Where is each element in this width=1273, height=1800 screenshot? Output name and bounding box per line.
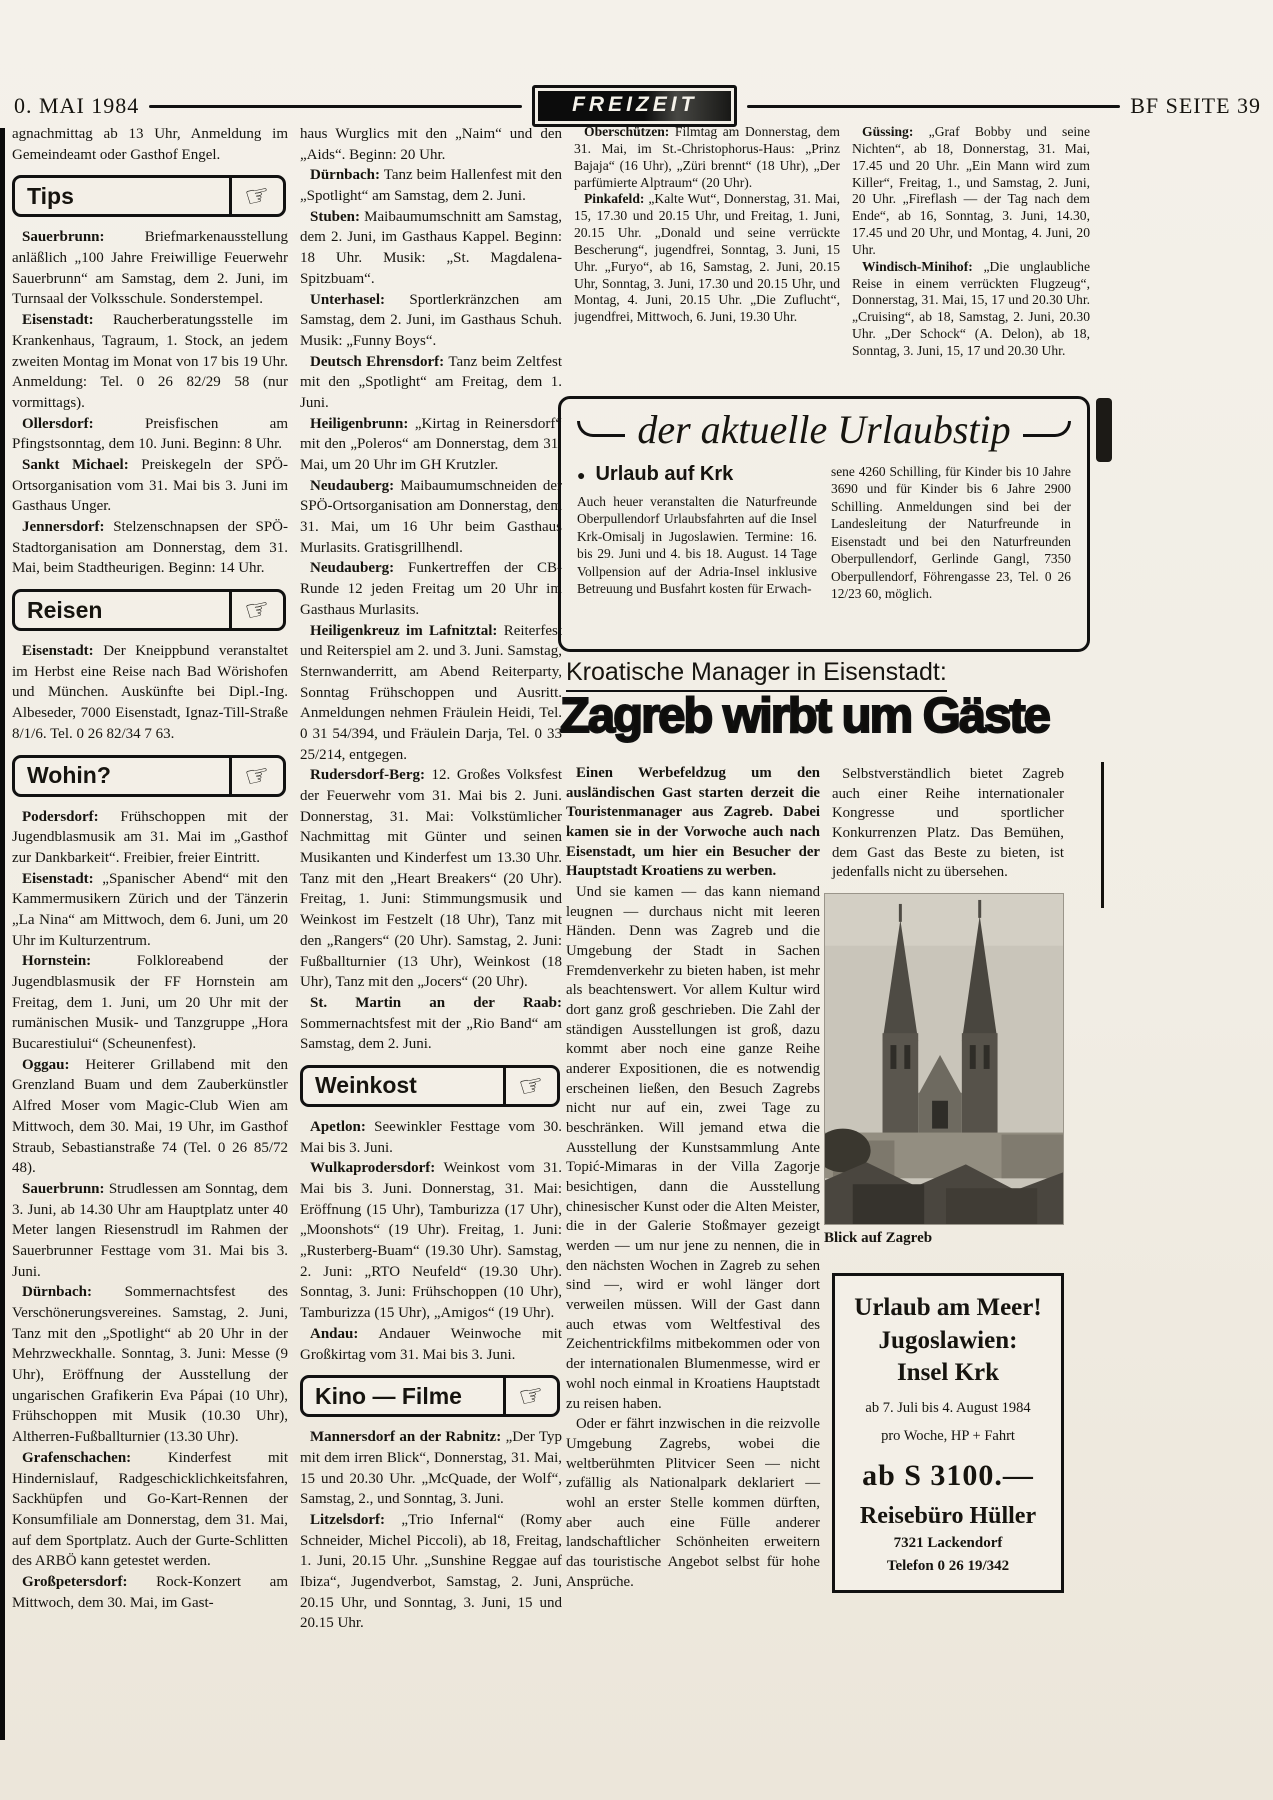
header-rule-left bbox=[149, 105, 522, 108]
article-paragraph: Und sie kamen — das kann niemand leugnen — durchaus nicht mit leeren Händen. Denn was Zagreb und die Umgebung der Stadt in Sachen Fremdenverkehr zu bieten haben, ist mehr als beachtenswert. Vor allem Kultur wird dort ganz groß geschrieben. Die Zahl der ständigen Ausstellungen ist groß, dazu kommt aber noch eine ganze Reihe anderer Expositionen, die es notwendig erscheinen ließen, den Besuch Zagrebs nicht nur auf ein, zwei Tage zu beschränken. Will jemand etwa die Ausstellung der Kunstsammlung Ante Topić-Mimaras in der Villa Zagorje besichtigen, dann die Ausstellung chinesischer Kunst oder die Alten Meister, die in der Galerie Stoßmayer gezeigt werden — um nur jene zu nennen, die in den nächsten Wochen in Zagreb zu sehen sind —, wird er wohl länger dort verweilen müssen. Will der Gast dann auch etwas vom Weltfestival des Zeichentrickfilms mitbekommen oder von der internationalen Blumenmesse, wird er wohl noch einmal in Kroatiens Hauptstadt zu reisen haben. bbox=[566, 884, 820, 1412]
scan-artifact-right-line bbox=[1101, 762, 1104, 908]
urlaubstip-title: der aktuelle Urlaubstip bbox=[637, 406, 1011, 452]
listing-lead: Sauerbrunn: bbox=[22, 1180, 105, 1197]
listing-text: „Kalte Wut“, Donnerstag, 31. Mai, 15, 17.30 und 20.15 Uhr, und Freitag, 1. Juni, 20.15 Uhr. „Donald und seine verrückte Bescherung“, jugendfrei, Sonntag, 3. Juni, 15 Uhr. „Furyo“, ab 16, Samstag, 2. Juni, 20.15 Uhr, Sonntag, 3. Juni, 17.30 und 20.15 Uhr, und Montag, 4. Juni, 20.15 Uhr. „Die Zuflucht“, jugendfrei, Mittwoch, 6. Juni, 19.30 Uhr. bbox=[574, 191, 840, 325]
listing-continuation: agnachmittag ab 13 Uhr, Anmeldung im Gemeindeamt oder Gasthof Engel. bbox=[12, 126, 288, 163]
page-header bbox=[14, 84, 1261, 128]
listing-lead: Sankt Michael: bbox=[22, 456, 129, 473]
ad-detail: pro Woche, HP + Fahrt bbox=[881, 1428, 1015, 1445]
header-rule-right bbox=[747, 105, 1120, 108]
listing-text: „Graf Bobby und seine Nichten“, ab 18, Donnerstag, 31. Mai, 17.45 und 20 Uhr. „Ein Mann wird zum Killer“, Freitag, 1., und Samstag, 2. Juni, 20 Uhr. „Fireflash — der Tag nach dem Ende“, ab 16, Sonntag, 3. Juni, 14.30, 17.45 und 20 Uhr, und Montag, 4. Juni, 20 Uhr. bbox=[852, 124, 1090, 257]
listing-text: Raucherberatungsstelle im Krankenhaus, Tagraum, 1. Stock, an jedem zweiten Montag im Monat von 17 bis 19 Uhr. Anmeldung: Tel. 0 26 82/29 58 (nur vormittags). bbox=[12, 312, 288, 411]
listing-lead: Deutsch Ehrensdorf: bbox=[310, 353, 445, 370]
listing-text: Maibaumumschnitt am Samstag, dem 2. Juni, im Gasthaus Kappel. Beginn: 18 Uhr. Musik: „St. Magdalena-Spitzbuam“. bbox=[300, 208, 563, 287]
listing-item bbox=[12, 641, 288, 744]
listing-continuation: haus Wurglics mit den „Naim“ und den „Aids“. Beginn: 20 Uhr. bbox=[300, 126, 562, 163]
listing-text: „Kirtag in Reinersdorf“ mit den „Poleros“ am Donnerstag, dem 31. Mai, um 20 Uhr im GH Krutzler. bbox=[300, 415, 562, 473]
listing-item bbox=[12, 310, 288, 413]
listing-item bbox=[12, 1572, 288, 1613]
listing-lead: Sauerbrunn: bbox=[22, 229, 105, 246]
listing-lead: Windisch-Minihof: bbox=[862, 258, 973, 274]
listing-text: Tanz beim Hallenfest mit den „Spotlight“ am Samstag, dem 2. Juni. bbox=[300, 167, 562, 205]
listing-item bbox=[12, 414, 288, 455]
listing-item bbox=[300, 165, 562, 206]
scan-artifact-left-edge bbox=[0, 128, 5, 1740]
listing-lead: Eisenstadt: bbox=[22, 643, 94, 660]
urlaubstip-subhead bbox=[577, 463, 817, 486]
article-paragraph: Oder er fährt inzwischen in die reizvolle Umgebung Zagrebs, wobei die weltberühmten Plitvicer Seen — nicht zufällig als Nationalpark deklariert — wohl an erster Stelle kommen dürften, aber auch eine Fülle anderer landschaftlicher Schönheiten erweitern das touristische Angebot selbst für hohe Ansprüche. bbox=[566, 1416, 820, 1590]
listing-lead: Rudersdorf-Berg: bbox=[310, 767, 425, 784]
listing-text: Funkertreffen der CB-Runde 12 jeden Freitag um 20 Uhr im Gasthaus Murlasits. bbox=[300, 560, 562, 618]
listing-text: Weinkost vom 31. Mai bis 3. Juni. Donnerstag, 31. Mai: Eröffnung (15 Uhr), Tamburizza (17 Uhr), „Moonshots“ (19 Uhr). Freitag, 1. Juni: „Rusterberg-Buam“ (19.30 Uhr). Samstag, 2. Juni: „RTO Neufeld“ (19.30 Uhr). Sonntag, 3. Juni: Frühschoppen (10 Uhr), Tamburizza (15 Uhr), „Amigos“ (19 Uhr). bbox=[300, 1160, 562, 1322]
listing-text: „Die unglaubliche Reise in einem verrückten Flugzeug“, Donnerstag, 31. Mai, 15, 17 und 20.30 Uhr. „Cruising“, ab 18, Samstag, 2. Juni, 20.30 Uhr. „Der Schock“ (A. Delon), ab 18, Sonntag, 3. Juni, 15, 17 und 20.30 Uhr. bbox=[852, 258, 1090, 358]
ad-address: 7321 Lackendorf bbox=[893, 1534, 1003, 1551]
article-kicker: Kroatische Manager in Eisenstadt: bbox=[566, 658, 947, 692]
listing-item bbox=[300, 765, 562, 993]
listing-lead: Neudauberg: bbox=[310, 560, 395, 577]
urlaubstip-box bbox=[558, 396, 1090, 652]
ad-headline: Insel Krk bbox=[896, 1359, 1000, 1387]
pointing-hand-icon: ☞ bbox=[229, 178, 283, 214]
listing-lead: Großpetersdorf: bbox=[22, 1573, 128, 1590]
zagreb-photo bbox=[824, 893, 1064, 1225]
listing-item bbox=[300, 1158, 562, 1324]
listing-lead: Podersdorf: bbox=[22, 808, 99, 825]
ad-headline: Urlaub am Meer! bbox=[854, 1294, 1042, 1322]
listing-lead: Mannersdorf an der Rabnitz: bbox=[310, 1429, 502, 1446]
listing-text: Stelzenschnapsen der SPÖ-Stadtorganisation am Donnerstag, dem 31. Mai, beim Stadtheurigen. Beginn: 14 Uhr. bbox=[12, 519, 289, 577]
listing-text: Sommernachtsfest mit der „Rio Band“ am Samstag, dem 2. Juni. bbox=[300, 1015, 562, 1053]
pointing-hand-icon: ☞ bbox=[229, 592, 283, 628]
column-2 bbox=[300, 124, 562, 1634]
column-3 bbox=[574, 124, 840, 392]
listing-item bbox=[300, 558, 562, 620]
listing-item bbox=[12, 227, 288, 310]
listing-text: Folkloreabend der Jugendblasmusik der FF Hornstein am Freitag, dem 1. Juni, um 20 Uhr mit der rumänischen Musik- und Tanzgruppe „Hora Bucarestiului“ (Scheunenfest). bbox=[12, 953, 288, 1053]
travel-ad-box bbox=[832, 1273, 1064, 1593]
column-4 bbox=[852, 124, 1090, 392]
listing-item bbox=[300, 993, 562, 1055]
urlaubstip-subhead-text: Urlaub auf Krk bbox=[595, 463, 734, 485]
listing-item bbox=[12, 1448, 288, 1572]
listing-text: Seewinkler Festtage vom 30. Mai bis 3. Juni. bbox=[300, 1118, 563, 1156]
listing-item bbox=[12, 807, 288, 869]
listing-item bbox=[300, 1510, 562, 1634]
listing-text: Andauer Weinwoche mit Großkirtag vom 31. Mai bis 3. Juni. bbox=[300, 1325, 562, 1363]
article-left-column bbox=[566, 764, 820, 1592]
listing-lead: Pinkafeld: bbox=[584, 191, 645, 207]
listing-item bbox=[300, 476, 562, 559]
listing-item bbox=[300, 207, 562, 290]
listing-text: 12. Großes Volksfest der Feuerwehr vom 31. Mai bis 2. Juni. Donnerstag, 31. Mai: Volkstümlicher Nachmittag mit Günter und seinen Musikanten und Kinderfest um 13.30 Uhr. Tanz mit den „Heart Breakers“ (20 Uhr). Freitag, 1. Juni: Stimmungsmusik und Weinkost im Festzelt (18 Uhr), Tanz mit den „Rangers“ (20 Uhr). Samstag, 2. Juni: Fußballturnier (13 Uhr), Weinkost (18 Uhr), Tanz mit den „Jocers“ (20 Uhr). bbox=[300, 767, 562, 991]
urlaubstip-columns bbox=[577, 463, 1071, 602]
listing-item bbox=[852, 259, 1090, 360]
listing-lead: St. Martin an der Raab: bbox=[310, 994, 562, 1011]
listing-text: „Der Typ mit dem irren Blick“, Donnerstag, 31. Mai, 15 und 20.30 Uhr. „McQuade, der Wolf“, Samstag, 2., und Sonntag, 3. Juni. bbox=[300, 1429, 562, 1508]
urlaubstip-title-row bbox=[577, 403, 1071, 455]
listing-item bbox=[300, 1117, 562, 1158]
listing-lead: Heiligenkreuz im Lafnitztal: bbox=[310, 622, 498, 639]
photo-caption: Blick auf Zagreb bbox=[824, 1230, 933, 1247]
listing-lead: Eisenstadt: bbox=[22, 312, 94, 329]
listing-lead: Heiligenbrunn: bbox=[310, 415, 409, 432]
listing-lead: Hornstein: bbox=[22, 953, 92, 970]
listing-lead: Litzelsdorf: bbox=[310, 1511, 385, 1528]
listing-lead: Dürnbach: bbox=[310, 167, 381, 184]
listing-lead: Ollersdorf: bbox=[22, 415, 94, 432]
listing-text: Der Kneippbund veranstaltet im Herbst eine Reise nach Bad Wörishofen und München. Auskünfte bei Dipl.-Ing. Albeseder, 7000 Eisenstadt, Ignaz-Till-Straße 8/1/6. Tel. 0 26 82/34 7 63. bbox=[12, 643, 289, 742]
listing-item bbox=[12, 1055, 288, 1179]
listing-text: Preiskegeln der SPÖ-Ortsorganisation vom 31. Mai bis 3. Juni im Gasthaus Unger. bbox=[12, 456, 288, 515]
listing-lead: Dürnbach: bbox=[22, 1284, 93, 1301]
listing-text: Sportlerkränzchen am Samstag, dem 2. Juni, im Gasthaus Schuh. Musik: „Funny Boys“. bbox=[300, 291, 562, 349]
listing-item bbox=[574, 124, 840, 191]
listing-lead: Unterhasel: bbox=[310, 291, 385, 308]
urlaubstip-left-column bbox=[577, 463, 817, 602]
listing-text: Sommernachtsfest des Verschönerungsvereines. Samstag, 2. Juni, Tanz mit den „Spotlight“ ab 20 Uhr in der Mehrzweckhalle. Sonntag, 3. Juni: Messe (9 Uhr), Eröffnung der Ausstellung der ungarischen Grafikerin Eva Pápai (10 Uhr), Frühschoppen mit Musik (10.30 Uhr), Altherren-Fußballturnier (13.30 Uhr). bbox=[12, 1284, 288, 1446]
listing-text: „Trio Infernal“ (Romy Schneider, Michel Piccoli), ab 18, Freitag, 1. Juni, 20.15 Uhr. „Sunshine Reggae auf Ibiza“, Jugendverbot, Samstag, 2. Juni, 20.15 Uhr, und Sonntag, 3. Juni, 15 und 20.15 Uhr. bbox=[300, 1511, 562, 1632]
section-header-weinkost bbox=[300, 1065, 560, 1107]
pointing-hand-icon: ☞ bbox=[503, 1068, 557, 1104]
pointing-hand-icon: ☞ bbox=[503, 1378, 557, 1414]
ad-phone: Telefon 0 26 19/342 bbox=[886, 1557, 1010, 1574]
urlaubstip-text-left: Auch heuer veranstalten die Naturfreunde Oberpullendorf Urlaubsfahrten auf die Insel Krk-Omisalj in Jugoslawien. Termine: 16. bis 29. Juni und 4. bis 18. August. 14 Tage Vollpension auf der Adria-Insel inklusive Betreuung und Busfahrt kosten für Erwach- bbox=[577, 494, 817, 597]
listing-text: Kinderfest mit Hindernislauf, Radgeschicklichkeitsfahren, Sackhüpfen und Go-Kart-Rennen der Konsumfiliale am Donnerstag, dem 31. Mai, auf dem Sportplatz. Auch der Gurte-Schlitten des ARBÖ kann getestet werden. bbox=[12, 1449, 288, 1570]
swash-left bbox=[577, 421, 625, 437]
listing-item bbox=[12, 517, 288, 579]
section-header-wohin bbox=[12, 755, 286, 797]
section-header-reisen bbox=[12, 589, 286, 631]
section-title-wohin: Wohin? bbox=[27, 762, 111, 788]
listing-lead: Andau: bbox=[310, 1325, 359, 1342]
listing-lead: Jennersdorf: bbox=[22, 519, 105, 535]
urlaubstip-text-right: sene 4260 Schilling, für Kinder bis 10 Jahre 3690 und für Kinder bis 6 Jahre 2900 Schilling. Anmeldungen sind bei der Landesleitung der Naturfreunde in Eisenstadt und bei den Naturfreunden Oberpullendorf, Gerlinde Gangl, 7350 Oberpullendorf, Föhrengasse 23, Tel. 0 26 12/23 60, möglich. bbox=[831, 464, 1071, 601]
listing-text: Tanz beim Zeltfest mit den „Spotlight“ am Freitag, dem 1. Juni. bbox=[300, 353, 562, 411]
column-1 bbox=[12, 124, 288, 1613]
ad-agency-name: Reisebüro Hüller bbox=[859, 1502, 1037, 1529]
listing-item bbox=[300, 1324, 562, 1365]
section-title-tips: Tips bbox=[27, 182, 74, 209]
listing-lead: Wulkaprodersdorf: bbox=[310, 1160, 436, 1177]
article-right-column bbox=[824, 764, 1064, 1593]
listing-text: Briefmarkenausstellung anläßlich „100 Jahre Freiwillige Feuerwehr Sauerbrunn“ am Samstag, dem 2. Juni, im Turnsaal der Volksschule. Sonderstempel. bbox=[12, 229, 288, 308]
listing-item bbox=[12, 951, 288, 1054]
section-title-weinkost: Weinkost bbox=[315, 1072, 417, 1099]
section-header-tips bbox=[12, 175, 286, 217]
listing-text: Strudlessen am Sonntag, dem 3. Juni, ab 14.30 Uhr am Hauptplatz unter 40 Meter langen Riesenstrudl im Rahmen der Sauerbrunner Festtage vom 31. Mai bis 3. Juni. bbox=[12, 1180, 288, 1280]
section-title-reisen: Reisen bbox=[27, 596, 103, 623]
ad-price: ab S 3100.— bbox=[862, 1458, 1034, 1492]
section-banner-label: FREIZEIT bbox=[538, 91, 731, 121]
section-header-kino bbox=[300, 1375, 560, 1417]
listing-item bbox=[12, 1179, 288, 1282]
listing-lead: Neudauberg: bbox=[310, 477, 395, 494]
page-number: BF SEITE 39 bbox=[1130, 93, 1262, 118]
listing-lead: Stuben: bbox=[310, 208, 361, 225]
listing-lead: Apetlon: bbox=[310, 1118, 366, 1135]
listing-text: „Spanischer Abend“ mit den Kammermusikern Zürich und der Tänzerin „La Nina“ am Mittwoch, dem 6. Juni, um 20 Uhr im Kulturzentrum. bbox=[12, 870, 288, 949]
listing-item bbox=[12, 869, 288, 952]
section-title-kino: Kino — Filme bbox=[315, 1382, 462, 1409]
ad-detail: ab 7. Juli bis 4. August 1984 bbox=[865, 1399, 1031, 1416]
issue-date: 0. MAI 1984 bbox=[14, 93, 140, 118]
listing-text: Rock-Konzert am Mittwoch, dem 30. Mai, im Gast- bbox=[12, 1573, 288, 1611]
listing-item bbox=[852, 124, 1090, 259]
listing-text: Filmtag am Donnerstag, dem 31. Mai, im St.-Christophorus-Haus: „Prinz Bajaja“ (16 Uhr), „Züri brennt“ (18 Uhr), „Der parfümierte Alptraum“ (20 Uhr). bbox=[574, 124, 840, 190]
article-paragraph: Selbstverständlich bietet Zagreb auch einer Reihe internationaler Kongresse und sportlicher Konkurrenzen Platz. Das Bemühen, dem Gast das Beste zu bieten, ist jedenfalls nicht zu übersehen. bbox=[832, 766, 1064, 881]
pointing-hand-icon: ☞ bbox=[229, 758, 283, 794]
listing-lead: Oggau: bbox=[22, 1056, 70, 1073]
listing-text: Reiterfest und Reiterspiel am 2. und 3. Juni. Samstag, Sternwanderritt, am Abend Reiterparty, Sonntag Frühschoppen und Ausritt. Anmeldungen nehmen Fräulein Heidi, Tel. 0 31 54/394, und Fräulein Darja, Tel. 0 33 25/214, entgegen. bbox=[300, 622, 562, 763]
article-headline: Zagreb wirbt um Gäste bbox=[560, 689, 1049, 743]
listing-item bbox=[300, 352, 562, 414]
listing-item bbox=[300, 621, 562, 766]
listing-item bbox=[300, 290, 562, 352]
listing-lead: Güssing: bbox=[862, 124, 914, 139]
listing-lead: Eisenstadt: bbox=[22, 870, 94, 887]
urlaubstip-right-column bbox=[831, 463, 1071, 602]
section-banner bbox=[532, 85, 737, 127]
listing-item bbox=[12, 1282, 288, 1448]
listing-text: Frühschoppen mit der Jugendblasmusik am 31. Mai im „Gasthof zur Dankbarkeit“. Freibier, freier Eintritt. bbox=[12, 808, 288, 866]
listing-text: Preisfischen am Pfingstsonntag, dem 10. Juni. Beginn: 8 Uhr. bbox=[12, 415, 289, 453]
listing-lead: Grafenschachen: bbox=[22, 1449, 132, 1466]
listing-item bbox=[12, 455, 288, 517]
ad-headline: Jugoslawien: bbox=[878, 1326, 1018, 1354]
listing-item bbox=[300, 414, 562, 476]
swash-right bbox=[1023, 421, 1071, 437]
bullet-icon: ● bbox=[577, 466, 586, 483]
listing-lead: Oberschützen: bbox=[584, 124, 670, 139]
article-lead: Einen Werbefeldzug um den ausländischen Gast starten derzeit die Touristenmanager aus Zagreb. Dabei kamen sie in der Vorwoche auch nach Eisenstadt, um hier ein Besucher der Hauptstadt Kroatiens zu werben. bbox=[566, 765, 820, 880]
listing-item bbox=[300, 1427, 562, 1510]
listing-text: Heiterer Grillabend mit den Grenzland Buam und dem Zauberkünstler Alfred Moser vom Magic-Club Wien am Mittwoch, dem 30. Mai, 19 Uhr, im Gasthof Straub, Sebastianstraße 74 (Tel. 0 26 85/72 48). bbox=[12, 1056, 289, 1177]
listing-item bbox=[574, 191, 840, 326]
scan-artifact-right-blob bbox=[1096, 398, 1112, 462]
listing-text: Maibaumumschneiden der SPÖ-Ortsorganisation am Donnerstag, dem 31. Mai, um 16 Uhr beim Gasthaus Murlasits. Gratisgrillhendl. bbox=[300, 477, 562, 556]
